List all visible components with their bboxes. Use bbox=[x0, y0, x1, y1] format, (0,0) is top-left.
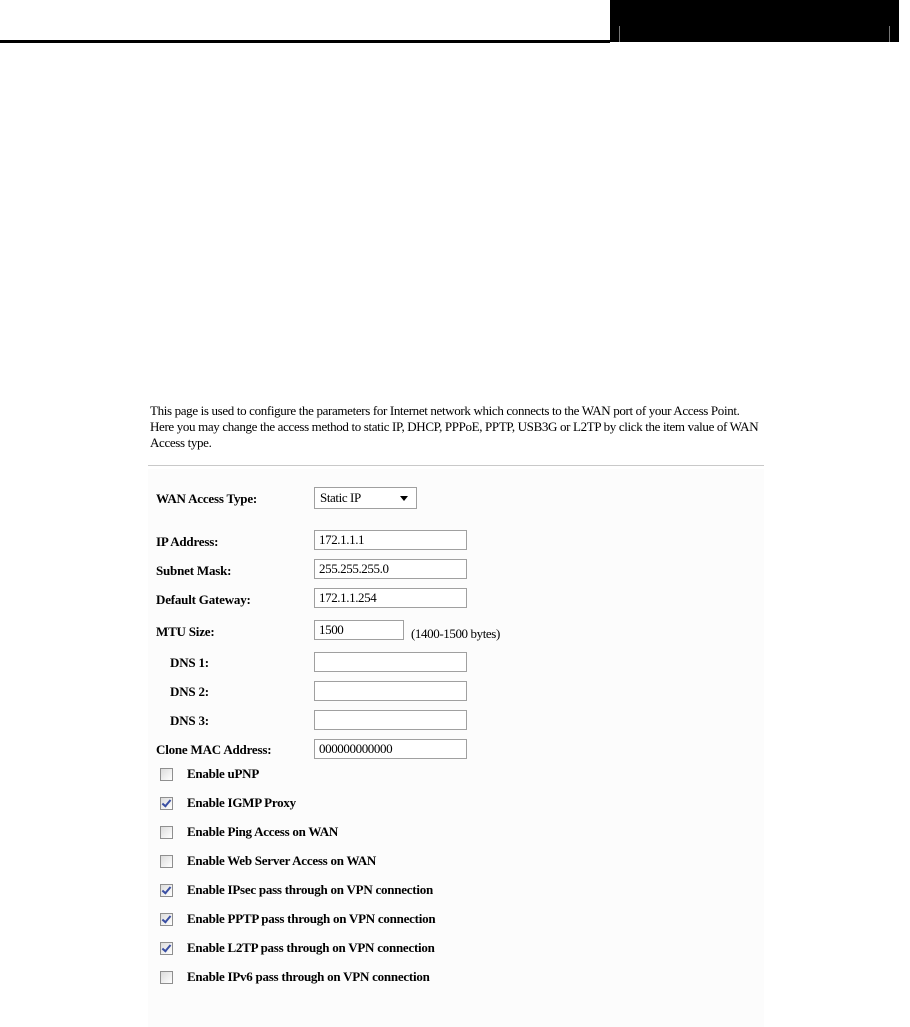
web-server-access-checkbox[interactable] bbox=[160, 855, 173, 868]
ip-address-label: IP Address: bbox=[156, 534, 219, 549]
pptp-label: Enable PPTP pass through on VPN connection bbox=[187, 911, 436, 926]
wan-settings-panel bbox=[148, 395, 768, 1027]
mtu-size-label: MTU Size: bbox=[156, 624, 215, 639]
pptp-checkbox[interactable] bbox=[160, 913, 173, 926]
chevron-down-icon bbox=[400, 496, 408, 501]
dns3-input[interactable] bbox=[314, 710, 467, 730]
clone-mac-label: Clone MAC Address: bbox=[156, 742, 272, 757]
ping-access-label: Enable Ping Access on WAN bbox=[187, 824, 338, 839]
option-ping-access-wan[interactable] bbox=[160, 823, 338, 841]
default-gateway-label: Default Gateway: bbox=[156, 592, 251, 607]
ipsec-label: Enable IPsec pass through on VPN connection bbox=[187, 882, 433, 897]
option-igmp-proxy[interactable] bbox=[160, 794, 296, 812]
header-notch-right bbox=[889, 26, 890, 42]
clone-mac-input[interactable] bbox=[314, 739, 467, 759]
upnp-checkbox[interactable] bbox=[160, 768, 173, 781]
upnp-label: Enable uPNP bbox=[187, 766, 260, 781]
document-header bbox=[0, 0, 910, 44]
ping-access-checkbox[interactable] bbox=[160, 826, 173, 839]
mtu-size-input[interactable] bbox=[314, 620, 404, 640]
ip-address-input[interactable] bbox=[314, 530, 467, 550]
option-web-server-access-wan[interactable] bbox=[160, 852, 376, 870]
ipv6-checkbox[interactable] bbox=[160, 971, 173, 984]
wan-access-type-select[interactable] bbox=[314, 487, 417, 509]
header-black-block bbox=[610, 0, 899, 42]
dns1-input[interactable] bbox=[314, 652, 467, 672]
subnet-mask-label: Subnet Mask: bbox=[156, 563, 232, 578]
dns1-label: DNS 1: bbox=[170, 655, 209, 670]
option-upnp[interactable] bbox=[160, 765, 259, 783]
dns2-input[interactable] bbox=[314, 681, 467, 701]
dns3-label: DNS 3: bbox=[170, 713, 209, 728]
l2tp-label: Enable L2TP pass through on VPN connection bbox=[187, 940, 435, 955]
header-rule bbox=[0, 40, 610, 43]
wan-form bbox=[148, 469, 764, 1027]
l2tp-checkbox[interactable] bbox=[160, 942, 173, 955]
subnet-mask-input[interactable] bbox=[314, 559, 467, 579]
wan-access-type-label: WAN Access Type: bbox=[156, 491, 258, 506]
default-gateway-input[interactable] bbox=[314, 588, 467, 608]
ipsec-checkbox[interactable] bbox=[160, 884, 173, 897]
option-l2tp-pass-through[interactable] bbox=[160, 939, 435, 957]
option-ipv6-pass-through[interactable] bbox=[160, 968, 430, 986]
mtu-size-note: (1400-1500 bytes) bbox=[411, 626, 500, 641]
web-server-access-label: Enable Web Server Access on WAN bbox=[187, 853, 377, 868]
intro-text: This page is used to configure the parameters for Internet network which connects to the WAN port of your Access Point. Here you may change the access method to static IP, DHCP, PPPoE, PPTP, USB3G or L2TP by click the item value of WAN Access type. bbox=[150, 403, 759, 450]
option-ipsec-pass-through[interactable] bbox=[160, 881, 433, 899]
option-pptp-pass-through[interactable] bbox=[160, 910, 435, 928]
igmp-proxy-label: Enable IGMP Proxy bbox=[187, 795, 296, 810]
header-notch-left bbox=[619, 26, 620, 42]
igmp-proxy-checkbox[interactable] bbox=[160, 797, 173, 810]
intro-divider bbox=[148, 465, 764, 466]
wan-access-type-value: Static IP bbox=[320, 490, 361, 505]
ipv6-label: Enable IPv6 pass through on VPN connection bbox=[187, 969, 430, 984]
dns2-label: DNS 2: bbox=[170, 684, 209, 699]
